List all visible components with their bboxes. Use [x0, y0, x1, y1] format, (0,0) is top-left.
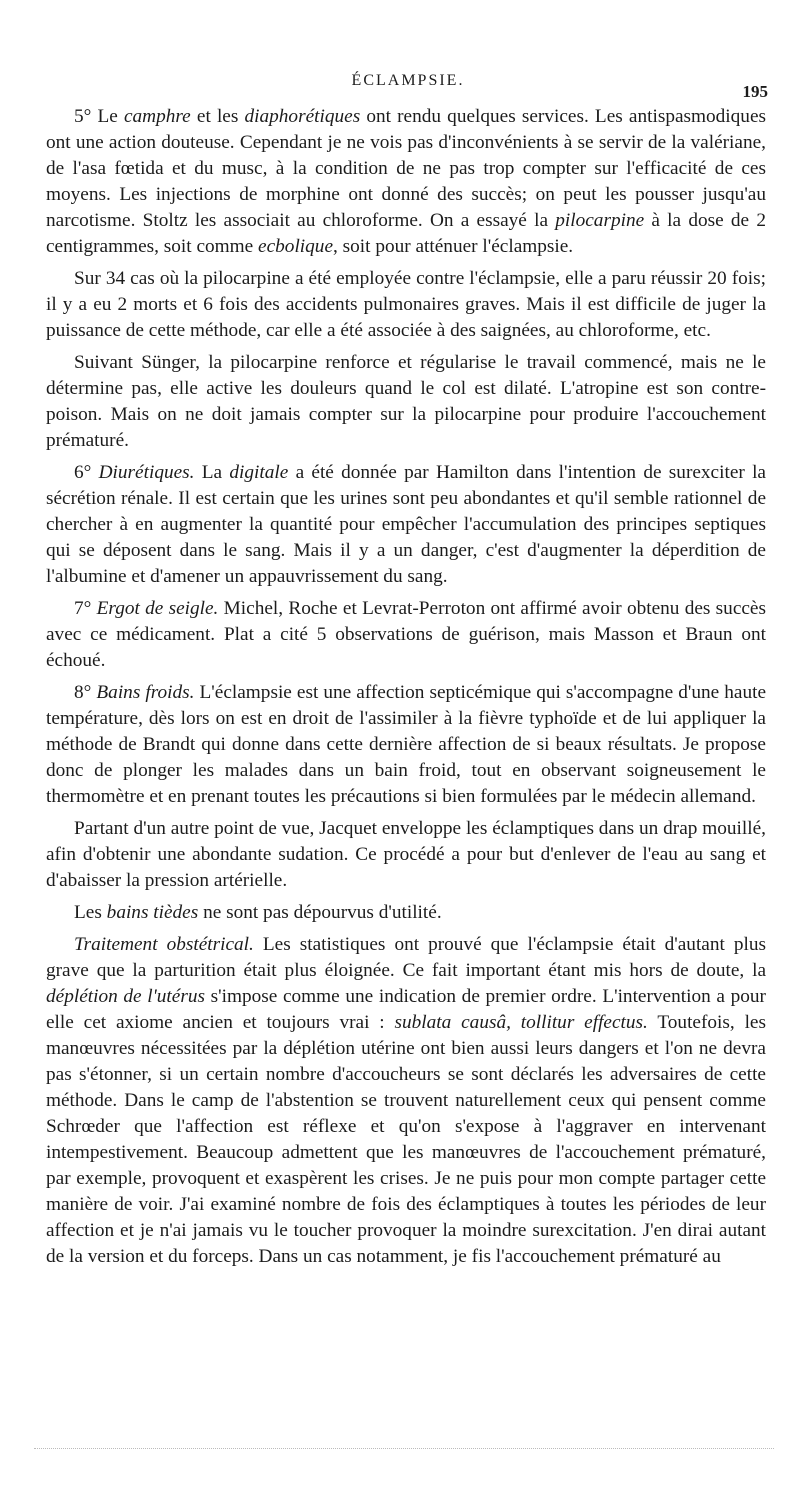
text-run: 6° — [74, 462, 99, 483]
paragraph — [46, 104, 766, 260]
footer-dotted-rule — [34, 1448, 774, 1449]
running-title: ÉCLAMPSIE. — [351, 72, 465, 89]
italic-run: digitale — [229, 462, 289, 483]
paragraph — [46, 900, 766, 926]
text-run: ne sont pas dépourvus d'utilité. — [198, 902, 442, 923]
text-run: Toutefois, les manœuvres nécessitées par la déplétion utérine ont bien aussi leurs dangers et l'on ne devra pas s'étonner, si un certain nombre d'accoucheurs se sont déclarés les adversaires de cette méthode. Dans le camp de l'abstention se trouvent naturellement ceux qui pensent comme Schrœder que l'affection est réflexe et qu'on s'expose à l'aggraver en intervenant intempestivement. Beaucoup admettent que les manœuvres de l'accouchement prématuré, par exemple, provoquent et exaspèrent les crises. Je ne puis pour mon compte partager cette manière de voir. J'ai examiné nombre de fois des éclamptiques à toutes les périodes de leur affection et je n'ai jamais vu le toucher provoquer la moindre surexcitation. J'en dirai autant de la version et du forceps. Dans un cas notamment, je fis l'accouchement prématuré au — [46, 1012, 766, 1267]
text-run: Partant d'un autre point de vue, Jacquet enveloppe les éclamptiques dans un drap mouillé, afin d'obtenir une abondante sudation. Ce procédé a pour but d'enlever de l'eau au sang et d'abaisser la pression artérielle. — [46, 818, 766, 891]
paragraph — [46, 816, 766, 894]
body-text — [46, 104, 766, 1276]
text-run: Les — [74, 902, 107, 923]
text-run: La — [194, 462, 230, 483]
text-run: s'impose comme une indication de premier ordre. L'intervention a pour elle cet axiome ancien et toujours vrai : — [46, 986, 766, 1033]
italic-run: bains tièdes — [106, 902, 199, 923]
running-header — [48, 72, 768, 100]
text-run: Michel, Roche et Levrat-Perroton ont affirmé avoir obtenu des succès avec ce médicament. Plat a cité 5 observations de guérison, mais Masson et Braun ont échoué. — [46, 598, 766, 671]
text-run: à la dose de 2 centigrammes, soit comme — [46, 210, 766, 257]
text-run: Suivant Sünger, la pilocarpine renforce et régularise le travail commencé, mais ne le détermine pas, elle active les douleurs quand le col est dilaté. L'atropine est son contre-poison. Mais on ne doit jamais compter sur la pilocarpine pour produire l'accouchement prématuré. — [46, 352, 766, 451]
text-run: Les statistiques ont prouvé que l'éclampsie était d'autant plus grave que la parturition était plus éloignée. Ce fait important étant mis hors de doute, la — [46, 934, 767, 981]
paragraph — [46, 460, 766, 590]
italic-run: Ergot de seigle. — [96, 598, 219, 619]
paragraph — [46, 680, 766, 810]
italic-run: ecbolique — [258, 236, 333, 257]
italic-run: Bains froids. — [96, 682, 195, 703]
text-run: ont rendu quelques services. Les antispasmodiques ont une action douteuse. Cependant je ne vois pas d'inconvénients à se servir de la valériane, de l'asa fœtida et du musc, à la condition de ne pas trop compter sur l'efficacité de ces moyens. Les injections de morphine ont donné des succès; on peut les pousser jusqu'au narcotisme. Stoltz les associait au chloroforme. On a essayé la — [46, 106, 767, 231]
text-run: Sur 34 cas où la pilocarpine a été employée contre l'éclampsie, elle a paru réussir 20 fois; il y a eu 2 morts et 6 fois des accidents pulmonaires graves. Mais il est difficile de juger la puissance de cette méthode, car elle a été associée à des saignées, au chloroforme, etc. — [46, 268, 766, 341]
page-number: 195 — [742, 82, 768, 101]
text-run: a été donnée par Hamilton dans l'intention de surexciter la sécrétion rénale. Il est certain que les urines sont peu abondantes et qu'il semble rationnel de chercher à en augmenter la quantité pour empêcher l'accumulation des principes septiques qui se déposent dans le sang. Mais il y a un danger, c'est d'augmenter la déperdition de l'albumine et d'amener un appauvrissement du sang. — [46, 462, 766, 587]
text-run: 8° — [74, 682, 97, 703]
text-run: L'éclampsie est une affection septicémique qui s'accompagne d'une haute température, dès lors on est en droit de l'assimiler à la fièvre typhoïde et de lui appliquer la méthode de Brandt qui donne dans cette dernière affection de si beaux résultats. Je propose donc de plonger les malades dans un bain froid, tout en observant soigneusement le thermomètre et en prenant toutes les précautions si bien formulées par le médecin allemand. — [46, 682, 767, 807]
text-run: et les — [190, 106, 245, 127]
paragraph — [46, 596, 766, 674]
italic-run: Traitement obstétrical. — [74, 934, 254, 955]
text-run: 5° Le — [74, 106, 124, 127]
italic-run: diaphorétiques — [244, 106, 361, 127]
italic-run: déplétion de l'utérus — [46, 986, 205, 1007]
italic-run: Diurétiques. — [98, 462, 195, 483]
paragraph — [46, 266, 766, 344]
italic-run: camphre — [123, 106, 191, 127]
italic-run: sublata causâ, tollitur effectus. — [394, 1012, 648, 1033]
italic-run: pilocarpine — [555, 210, 645, 231]
text-run: 7° — [74, 598, 97, 619]
paragraph — [46, 932, 766, 1270]
text-run: , soit pour atténuer l'éclampsie. — [333, 236, 574, 257]
paragraph — [46, 350, 766, 454]
